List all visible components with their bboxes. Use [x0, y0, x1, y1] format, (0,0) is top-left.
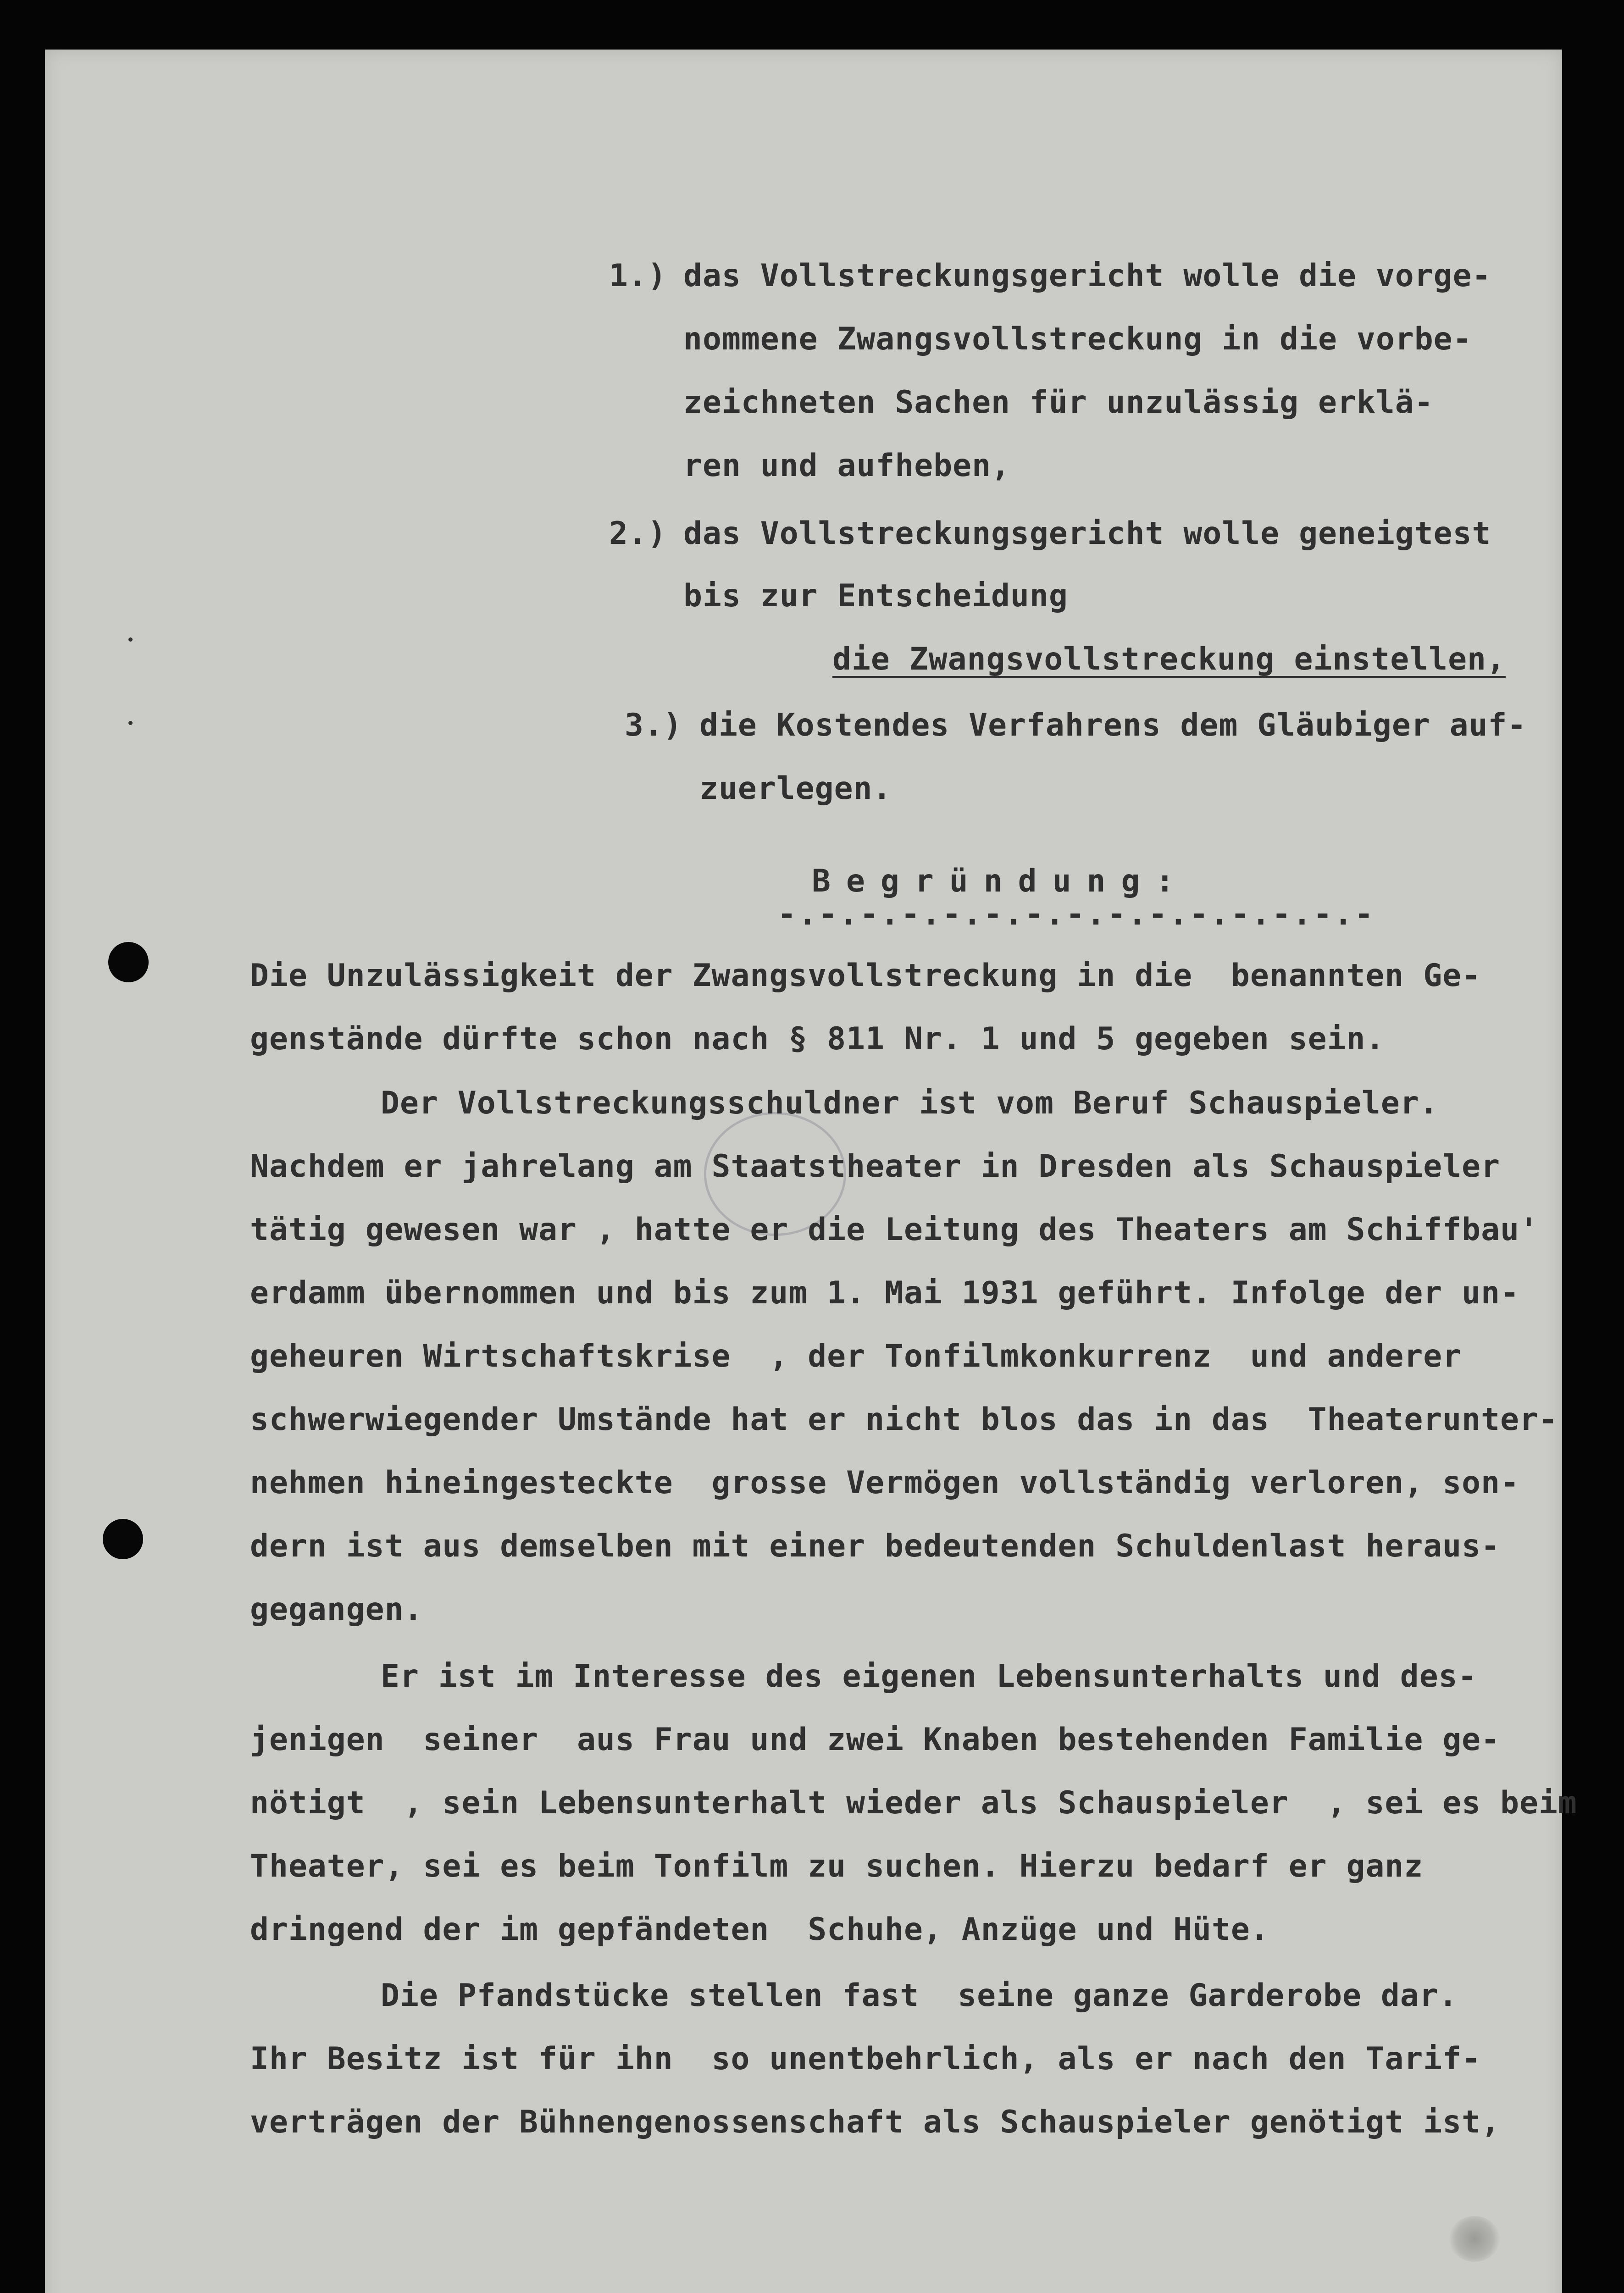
request-1-number: 1.) [609, 258, 667, 294]
body-line-5: tätig gewesen war , hatte er die Leitung des Theaters am Schiffbau' [250, 1212, 1539, 1248]
request-3-line-1: die Kostendes Verfahrens dem Gläubiger auf- [699, 707, 1527, 743]
paper-speck [128, 637, 133, 642]
body-line-4: Nachdem er jahrelang am Staatstheater in Dresden als Schauspieler [250, 1148, 1501, 1185]
body-line-12: Er ist im Interesse des eigenen Lebensunterhalts und des- [381, 1658, 1477, 1695]
body-line-11: gegangen. [250, 1591, 423, 1628]
request-1-line-3: zeichneten Sachen für unzulässig erklä- [683, 384, 1434, 421]
body-line-7: geheuren Wirtschaftskrise , der Tonfilmkonkurrenz und anderer [250, 1338, 1462, 1374]
request-3-line-2: zuerlegen. [699, 770, 892, 807]
request-1-line-1: das Vollstreckungsgericht wolle die vorge- [683, 258, 1491, 294]
heading-rule: -.-.-.-.-.-.-.-.-.-.-.-.-.-.- [777, 896, 1375, 932]
paper-speck [128, 721, 133, 725]
body-line-18: Ihr Besitz ist für ihn so unentbehrlich, als er nach den Tarif- [250, 2041, 1481, 2077]
paper-smudge [1449, 2216, 1500, 2262]
punch-hole-bottom [103, 1519, 143, 1559]
body-line-19: verträgen der Bühnengenossenschaft als Schauspieler genötigt ist, [250, 2104, 1501, 2140]
request-2-line-1: das Vollstreckungsgericht wolle geneigtest [683, 515, 1491, 552]
body-line-3: Der Vollstreckungsschuldner ist vom Beruf Schauspieler. [381, 1085, 1439, 1121]
request-1-line-4: ren und aufheben, [683, 448, 1010, 484]
request-3-number: 3.) [625, 707, 682, 743]
request-2-line-2: bis zur Entscheidung [683, 578, 1068, 614]
body-line-14: nötigt , sein Lebensunterhalt wieder als Schauspieler , sei es beim [250, 1785, 1577, 1821]
body-line-13: jenigen seiner aus Frau und zwei Knaben bestehenden Familie ge- [250, 1722, 1501, 1758]
request-2-line-3-underlined: die Zwangsvollstreckung einstellen, [832, 641, 1506, 677]
body-line-1: Die Unzulässigkeit der Zwangsvollstreckung in die benannten Ge- [250, 958, 1481, 994]
body-line-6: erdamm übernommen und bis zum 1. Mai 1931 geführt. Infolge der un- [250, 1275, 1520, 1311]
request-2-number: 2.) [609, 515, 667, 552]
body-line-2: genstände dürfte schon nach § 811 Nr. 1 und 5 gegeben sein. [250, 1021, 1385, 1057]
request-1-line-2: nommene Zwangsvollstreckung in die vorbe- [683, 321, 1472, 357]
body-line-16: dringend der im gepfändeten Schuhe, Anzüge und Hüte. [250, 1911, 1269, 1948]
body-line-8: schwerwiegender Umstände hat er nicht blos das in das Theaterunter- [250, 1401, 1558, 1438]
section-heading: Begründung: [812, 863, 1190, 899]
body-line-15: Theater, sei es beim Tonfilm zu suchen. Hierzu bedarf er ganz [250, 1848, 1424, 1884]
body-line-10: dern ist aus demselben mit einer bedeutenden Schuldenlast heraus- [250, 1528, 1501, 1564]
punch-hole-top [108, 942, 149, 982]
body-line-17: Die Pfandstücke stellen fast seine ganze Garderobe dar. [381, 1977, 1458, 2014]
body-line-9: nehmen hineingesteckte grosse Vermögen vollständig verloren, son- [250, 1465, 1520, 1501]
